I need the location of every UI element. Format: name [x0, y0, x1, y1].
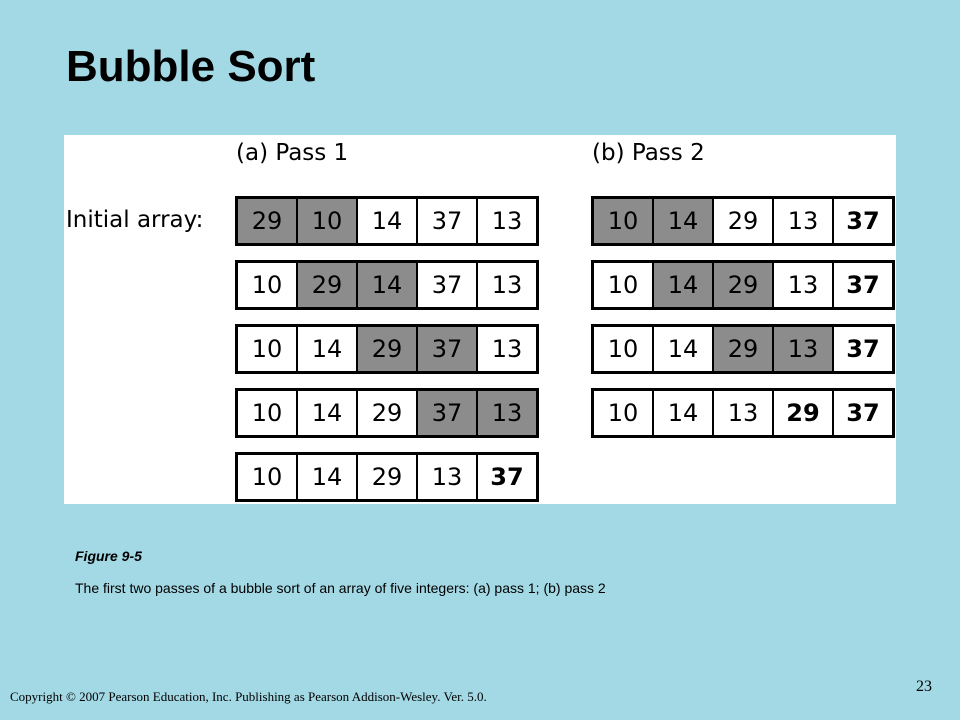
array-cell: 37: [832, 199, 892, 243]
array-cell: 14: [296, 327, 356, 371]
array-cell: 10: [238, 327, 296, 371]
array-cell: 29: [238, 199, 296, 243]
array-cell: 10: [594, 327, 652, 371]
array-cell: 13: [772, 327, 832, 371]
array-cell: 29: [712, 263, 772, 307]
pass-2-row-3: [591, 324, 895, 374]
array-cell: 14: [296, 455, 356, 499]
array-cell: 29: [712, 199, 772, 243]
array-cell: 14: [652, 263, 712, 307]
array-cell: 13: [712, 391, 772, 435]
array-cell: 10: [296, 199, 356, 243]
array-cell: 13: [416, 455, 476, 499]
pass-2-row-2: [591, 260, 895, 310]
array-cell: 37: [832, 327, 892, 371]
initial-array-label: Initial array:: [66, 207, 204, 233]
array-cell: 14: [356, 199, 416, 243]
pass-1-label: (a) Pass 1: [236, 140, 349, 166]
array-cell: 37: [832, 263, 892, 307]
array-cell: 37: [416, 391, 476, 435]
array-cell: 14: [296, 391, 356, 435]
array-cell: 29: [296, 263, 356, 307]
page-number: 23: [916, 678, 932, 695]
array-cell: 13: [476, 327, 536, 371]
array-cell: 29: [356, 327, 416, 371]
array-cell: 14: [652, 199, 712, 243]
figure-caption-label: Figure 9-5: [75, 548, 142, 564]
array-cell: 37: [416, 327, 476, 371]
array-cell: 37: [416, 263, 476, 307]
array-cell: 10: [238, 455, 296, 499]
array-cell: 29: [356, 391, 416, 435]
array-cell: 29: [712, 327, 772, 371]
slide-title: Bubble Sort: [66, 42, 316, 91]
array-cell: 13: [772, 199, 832, 243]
pass-2-row-1: [591, 196, 895, 246]
array-cell: 10: [238, 263, 296, 307]
array-cell: 10: [594, 391, 652, 435]
array-cell: 10: [238, 391, 296, 435]
pass-1-row-5: [235, 452, 539, 502]
array-cell: 13: [476, 199, 536, 243]
array-cell: 13: [772, 263, 832, 307]
array-cell: 13: [476, 391, 536, 435]
figure-caption-text: The first two passes of a bubble sort of an array of five integers: (a) pass 1; (b) pass 2: [75, 580, 606, 596]
array-cell: 14: [652, 327, 712, 371]
pass-1-row-1: [235, 196, 539, 246]
array-cell: 10: [594, 263, 652, 307]
array-cell: 37: [416, 199, 476, 243]
pass-2-label: (b) Pass 2: [592, 140, 705, 166]
array-cell: 14: [356, 263, 416, 307]
array-cell: 29: [356, 455, 416, 499]
figure-panel: [64, 135, 896, 504]
pass-2-row-4: [591, 388, 895, 438]
copyright-notice: Copyright © 2007 Pearson Education, Inc. Publishing as Pearson Addison-Wesley. Ver. 5.0.: [10, 689, 487, 704]
array-cell: 37: [832, 391, 892, 435]
array-cell: 14: [652, 391, 712, 435]
array-cell: 13: [476, 263, 536, 307]
pass-1-row-4: [235, 388, 539, 438]
pass-1-row-2: [235, 260, 539, 310]
array-cell: 10: [594, 199, 652, 243]
pass-1-row-3: [235, 324, 539, 374]
array-cell: 37: [476, 455, 536, 499]
array-cell: 29: [772, 391, 832, 435]
